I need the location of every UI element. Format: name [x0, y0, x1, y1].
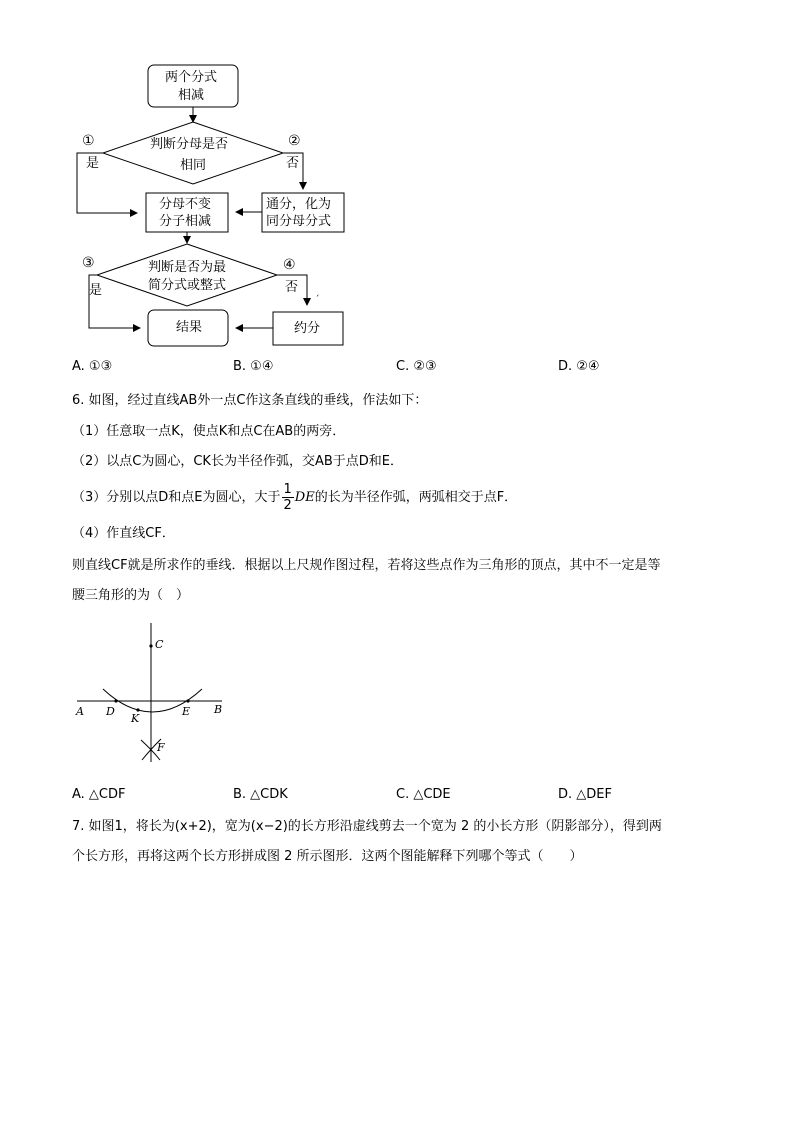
start-text-1: 两个分式	[165, 70, 218, 85]
q5-option-b: B. ①④	[233, 359, 274, 374]
decision1-text-1: 判断分母是否	[150, 137, 229, 152]
q6-option-d: D. △DEF	[558, 787, 612, 802]
q6-stem: 6. 如图，经过直线AB外一点C作这条直线的垂线，作法如下：	[72, 393, 428, 408]
label-c: C	[155, 638, 164, 651]
q5-option-d: D. ②④	[558, 359, 600, 374]
q6-option-b: B. △CDK	[233, 787, 288, 802]
label-e: E	[182, 705, 191, 718]
point-c	[149, 644, 152, 647]
yes-2: 是	[89, 283, 103, 298]
label-a: A	[76, 705, 84, 718]
decision2-text-2: 简分式或整式	[148, 278, 227, 293]
q6-step1: （1）任意取一点K，使点K和点C在AB的两旁．	[72, 424, 346, 439]
q6-conclusion-2: 腰三角形的为（ ）	[72, 588, 190, 603]
result-text: 结果	[176, 320, 203, 335]
label-k: K	[131, 712, 140, 725]
point-e	[186, 699, 189, 702]
common-box-text-2: 同分母分式	[266, 214, 332, 229]
start-text-2: 相减	[178, 88, 205, 103]
q7-line-2: 个长方形，再将这两个长方形拼成图 2 所示图形．这两个图能解释下列哪个等式（ ）	[72, 849, 583, 864]
mark-4: ④	[283, 257, 296, 273]
mark-3: ③	[82, 255, 95, 271]
q6-option-a: A. △CDF	[72, 787, 126, 802]
q7-line-1: 7. 如图1，将长为(x+2)，宽为(x−2)的长方形沿虚线剪去一个宽为 2 的小长方形（阴影部分），得到两	[72, 819, 662, 834]
label-f: F	[157, 741, 165, 754]
q5-option-c: C. ②③	[396, 359, 437, 374]
yes-1: 是	[86, 156, 100, 171]
same-box-text-1: 分母不变	[159, 197, 212, 212]
q6-fraction-num: 1	[283, 482, 292, 497]
q6-step3-var: DE	[294, 490, 315, 505]
same-box-text-2: 分子相减	[159, 214, 212, 229]
no-2: 否	[285, 280, 299, 295]
label-b: B	[214, 703, 223, 716]
decision1-text-2: 相同	[180, 158, 207, 173]
mark-1: ①	[82, 133, 95, 149]
q6-step4: （4）作直线CF．	[72, 526, 175, 541]
q6-conclusion-1: 则直线CF就是所求作的垂线．根据以上尺规作图过程，若将这些点作为三角形的顶点，其中不一定是等	[72, 558, 661, 573]
q6-step3-before: （3）分别以点D和点E为圆心，大于	[72, 490, 281, 505]
q5-option-a: A. ①③	[72, 359, 113, 374]
q6-step2: （2）以点C为圆心，CK长为半径作弧，交AB于点D和E．	[72, 454, 403, 469]
no-1: 否	[286, 156, 300, 171]
point-d	[114, 699, 117, 702]
decision2-text-1: 判断是否为最	[148, 260, 227, 275]
common-box-text-1: 通分，化为	[266, 197, 332, 212]
q6-fraction-den: 2	[283, 498, 292, 513]
svg-text:ˊ: ˊ	[315, 295, 320, 305]
mark-2: ②	[288, 133, 301, 149]
reduce-text: 约分	[294, 321, 321, 336]
q6-step3-after: 的长为半径作弧，两弧相交于点F．	[314, 490, 518, 505]
q6-option-c: C. △CDE	[396, 787, 451, 802]
label-d: D	[106, 705, 115, 718]
